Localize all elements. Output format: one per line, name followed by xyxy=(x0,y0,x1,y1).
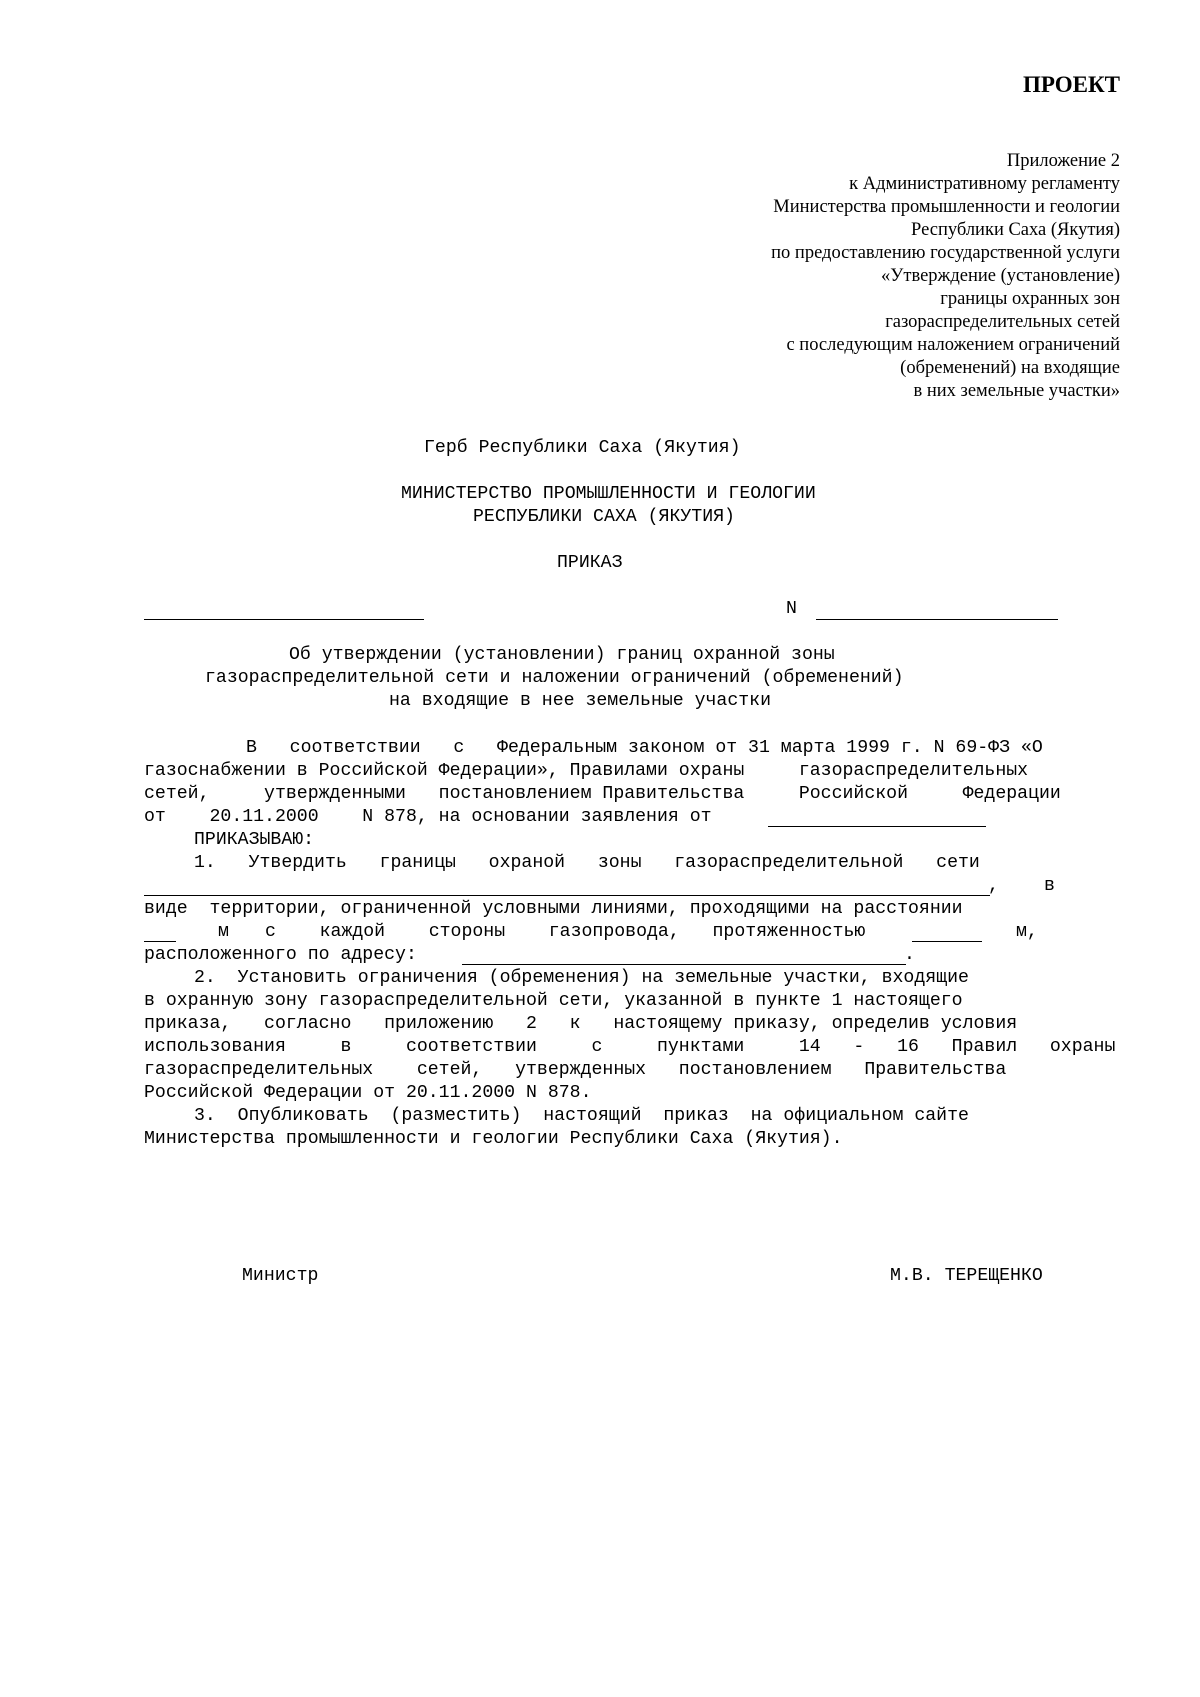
item1-line: виде территории, ограниченной условными линиями, проходящими на расстоянии xyxy=(144,899,963,919)
appendix-block xyxy=(771,150,1120,403)
item1-v: в xyxy=(1044,876,1055,896)
item3-line: Министерства промышленности и геологии Республики Саха (Якутия). xyxy=(144,1129,843,1149)
item3-line: 3. Опубликовать (разместить) настоящий приказ на официальном сайте xyxy=(194,1106,969,1126)
item2-line: Российской Федерации от 20.11.2000 N 878. xyxy=(144,1083,592,1103)
order-word: ПРИКАЗЫВАЮ: xyxy=(194,830,315,850)
ministry-name-line1: МИНИСТЕРСТВО ПРОМЫШЛЕННОСТИ И ГЕОЛОГИИ xyxy=(401,484,816,504)
item2-line: 2. Установить ограничения (обременения) на земельные участки, входящие xyxy=(194,968,969,988)
appendix-line: газораспределительных сетей xyxy=(885,312,1120,332)
date-field xyxy=(144,619,424,620)
subject-line2: газораспределительной сети и наложении ограничений (обременений) xyxy=(205,668,904,688)
appendix-line: границы охранных зон xyxy=(940,289,1120,309)
signature-name: М.В. ТЕРЕЩЕНКО xyxy=(890,1266,1043,1286)
preamble-line: газоснабжении в Российской Федерации», Правилами охраны газораспределительных xyxy=(144,761,1029,781)
item1-line: с каждой стороны газопровода, протяженностью xyxy=(265,922,866,942)
item1-comma: , xyxy=(988,876,999,896)
appendix-line: с последующим наложением ограничений xyxy=(786,335,1120,355)
item1-line: расположенного по адресу: xyxy=(144,945,417,965)
item2-line: использования в соответствии с пунктами 14 - 16 Правил охраны xyxy=(144,1037,1116,1057)
application-date-field xyxy=(768,826,986,827)
distance-field xyxy=(144,941,176,942)
network-name-field xyxy=(144,895,990,896)
subject-line1: Об утверждении (установлении) границ охранной зоны xyxy=(289,645,835,665)
appendix-line: по предоставлению государственной услуги xyxy=(771,243,1120,263)
item1-m: м xyxy=(218,922,229,942)
appendix-line: Приложение 2 xyxy=(1006,151,1120,171)
number-label: N xyxy=(786,599,797,619)
ministry-name-line2: РЕСПУБЛИКИ САХА (ЯКУТИЯ) xyxy=(473,507,735,527)
item1-end: . xyxy=(904,945,915,965)
item2-line: в охранную зону газораспределительной сети, указанной в пункте 1 настоящего xyxy=(144,991,963,1011)
item2-line: газораспределительных сетей, утвержденных постановлением Правительства xyxy=(144,1060,1007,1080)
item1-line: 1. Утвердить границы охраной зоны газораспределительной сети xyxy=(194,853,980,873)
item2-line: приказа, согласно приложению 2 к настоящему приказу, определив условия xyxy=(144,1014,1018,1034)
subject-line3: на входящие в нее земельные участки xyxy=(389,691,771,711)
signature-position: Министр xyxy=(242,1266,319,1286)
number-field xyxy=(816,619,1058,620)
appendix-line: (обременений) на входящие xyxy=(900,358,1120,378)
preamble-line: от 20.11.2000 N 878, на основании заявления от xyxy=(144,807,712,827)
address-field xyxy=(462,964,906,965)
length-field xyxy=(912,941,982,942)
appendix-line: Министерства промышленности и геологии xyxy=(773,197,1120,217)
order-title: ПРИКАЗ xyxy=(557,553,623,573)
appendix-line: в них земельные участки» xyxy=(913,381,1120,401)
item1-m2: м, xyxy=(1016,922,1038,942)
appendix-line: «Утверждение (установление) xyxy=(881,266,1120,286)
draft-label: ПРОЕКТ xyxy=(1022,72,1120,97)
preamble-line: В соответствии с Федеральным законом от 31 марта 1999 г. N 69-ФЗ «О xyxy=(246,738,1043,758)
preamble-line: сетей, утвержденными постановлением Правительства Российской Федерации xyxy=(144,784,1061,804)
appendix-line: к Административному регламенту xyxy=(849,174,1120,194)
appendix-line: Республики Саха (Якутия) xyxy=(911,220,1120,240)
emblem-text: Герб Республики Саха (Якутия) xyxy=(424,438,741,458)
